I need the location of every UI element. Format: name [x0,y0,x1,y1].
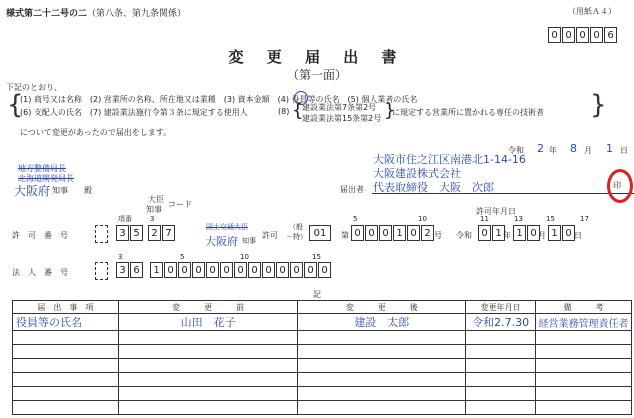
dai-label: 第 [341,231,349,240]
table-row [13,331,632,345]
intro-line-1: (1) 商号又は名称 (2) 営業所の名称、所在地又は業種 (3) 資本金額 (4) 役員等の氏名 (5) 個人業者の氏名 [20,95,418,104]
corp-digit: 0 [164,262,177,278]
corp-item-digits [116,262,144,278]
change-table [12,300,632,415]
license-index-3: 3 [150,215,155,223]
license-item-box [95,225,108,243]
addressee-struck-2: 北海道開発局長 [18,174,74,183]
license-date-label: 許可年月日 [476,207,516,216]
paper-size: （用紙Ａ４） [568,7,616,16]
corp-index-10: 10 [240,253,249,261]
license-number-digit: 0 [379,225,392,241]
minister-label: 大臣 [148,195,164,204]
corp-digit: 0 [234,262,247,278]
license-item-cell [95,225,108,243]
paper-digit: 0 [590,27,603,43]
col-header-after: 変 更 後 [298,301,466,314]
corp-item-digit: 3 [116,262,129,278]
license-index-17: 17 [580,215,589,223]
corp-digit: 0 [276,262,289,278]
applicant-representative: 代表取締役 大阪 次郎 [373,181,494,194]
corp-digit: 0 [220,262,233,278]
license-date-digit: 1 [492,225,505,241]
license-number-digit: 0 [365,225,378,241]
date-month-unit: 月 [584,146,592,155]
auth-name: 大阪府 [205,235,238,248]
paper-digit: 6 [604,27,617,43]
license-index-10: 10 [418,215,427,223]
col-header-remarks: 備 考 [536,301,632,314]
cell-before: 山田 花子 [118,314,298,331]
cell-item: 役員等の氏名 [13,314,119,331]
license-date-digit: 1 [513,225,526,241]
corp-item-digit: 6 [130,262,143,278]
license-label: 許 可 番 号 [12,231,68,240]
license-index-11: 11 [480,215,489,223]
applicant-label: 届出者 [340,185,364,194]
paper-digit: 0 [576,27,589,43]
license-digit-a: 3 [116,225,129,241]
license-date-day [548,225,576,241]
date-day-unit: 日 [620,146,628,155]
auth-struck: 国土交通大臣 [206,223,248,231]
cell-remarks: 経営業務管理責任者 [536,314,632,331]
item8-label: (8) [278,107,290,116]
table-row [13,359,632,373]
item-label: 項番 [118,215,132,223]
license-digit-b: 7 [162,225,175,241]
col-header-before: 変 更 前 [118,301,298,314]
corp-digit: 0 [192,262,205,278]
item8-option-b: 建設業法第15条第2号 [302,114,382,123]
col-header-date: 変更年月日 [466,301,536,314]
applicant-underline [372,193,634,194]
license-date-digit: 1 [548,225,561,241]
license-date-month [513,225,541,241]
type-label: （般－特） [286,223,307,241]
corp-digit: 0 [178,262,191,278]
date-month: 8 [570,142,577,155]
date-year-unit: 年 [549,146,557,155]
permit-label: 許可 [262,231,278,240]
license-month-unit: 月 [538,231,546,240]
cell-after: 建設 太郎 [298,314,466,331]
code-label: コード [168,200,192,209]
license-number-digit: 2 [421,225,434,241]
governor-label: 知事 [146,205,162,214]
license-date-era: 令和 [456,231,472,240]
type-value: 01 [309,225,331,241]
paper-digit: 0 [562,27,575,43]
corp-number-digits [150,262,332,278]
license-number-digits [351,225,435,241]
license-index-5: 5 [353,215,358,223]
brace-right: } [590,90,607,120]
seal-mark: 印 [613,181,621,190]
license-year-unit: 年 [503,231,511,240]
table-row [13,314,632,331]
license-number-digit: 1 [393,225,406,241]
form-number-text: 様式第二十二号の二 [6,9,88,19]
license-date-digit: 0 [478,225,491,241]
corp-index-5: 5 [180,253,185,261]
corp-item-box [95,262,108,280]
paper-digit-boxes [548,27,618,43]
license-date-year [478,225,506,241]
addressee-name: 大阪府 [14,184,51,198]
intro-lead: 下記のとおり、 [6,83,62,92]
go-label: 号 [434,231,442,240]
license-digit-a: 5 [130,225,143,241]
corp-item-cell [95,262,108,280]
addressee-struck-1: 地方整備局長 [18,164,66,173]
license-date-digit: 0 [527,225,540,241]
license-number-digit: 0 [407,225,420,241]
intro-line-2a: (6) 支配人の氏名 (7) 建設業法施行令第３条に規定する使用人 [20,108,248,117]
corp-digit: 0 [290,262,303,278]
addressee-suffix: 知事 [52,186,68,195]
corp-digit: 1 [150,262,163,278]
table-header-row [13,301,632,314]
auth-suffix: 知事 [242,237,256,245]
license-digits-a [116,225,144,241]
corp-label: 法 人 番 号 [12,268,68,277]
license-digits-b [148,225,176,241]
license-index-15: 15 [546,215,555,223]
date-day: 1 [606,142,613,155]
applicant-address: 大阪市住之江区南港北1-14-16 [373,153,526,166]
corp-digit: 0 [262,262,275,278]
license-digit-b: 2 [148,225,161,241]
license-number-digit: 0 [351,225,364,241]
page-title: 変 更 届 出 書 [228,48,406,66]
date-era: 令和 [508,146,524,155]
intro-outro: について変更があったので届出をします。 [20,128,172,137]
brace-left: { [7,90,24,120]
table-row [13,373,632,387]
page-subtitle: （第一面） [286,68,347,82]
corp-index-3: 3 [118,253,123,261]
form-reference: （第八条、第九条関係） [87,9,187,19]
applicant-company: 大阪建設株式会社 [373,167,461,180]
corp-index-15: 15 [312,253,321,261]
item8-option-a: 建設業法第7条第2号 [302,103,377,112]
intro-line-2b: に規定する営業所に置かれる専任の技術者 [392,108,544,117]
corp-digit: 0 [304,262,317,278]
table-row [13,387,632,401]
seal-red-circle [607,169,633,203]
type-value-boxes [309,225,332,241]
table-note: 記 [313,290,321,299]
table-row [13,401,632,415]
corp-digit: 0 [318,262,331,278]
license-day-unit: 日 [574,231,582,240]
table-row [13,345,632,359]
paper-digit: 0 [548,27,561,43]
corp-digit: 0 [206,262,219,278]
addressee-honorific: 殿 [84,186,92,195]
license-index-13: 13 [514,215,523,223]
form-number [6,6,186,19]
item8-brace-left: { [292,100,304,121]
item8-brace-right: } [384,100,396,121]
date-year: 2 [537,142,544,155]
license-date-digit: 0 [562,225,575,241]
corp-digit: 0 [248,262,261,278]
cell-date: 令和2.7.30 [466,314,536,331]
col-header-item: 届 出 事 項 [13,301,119,314]
